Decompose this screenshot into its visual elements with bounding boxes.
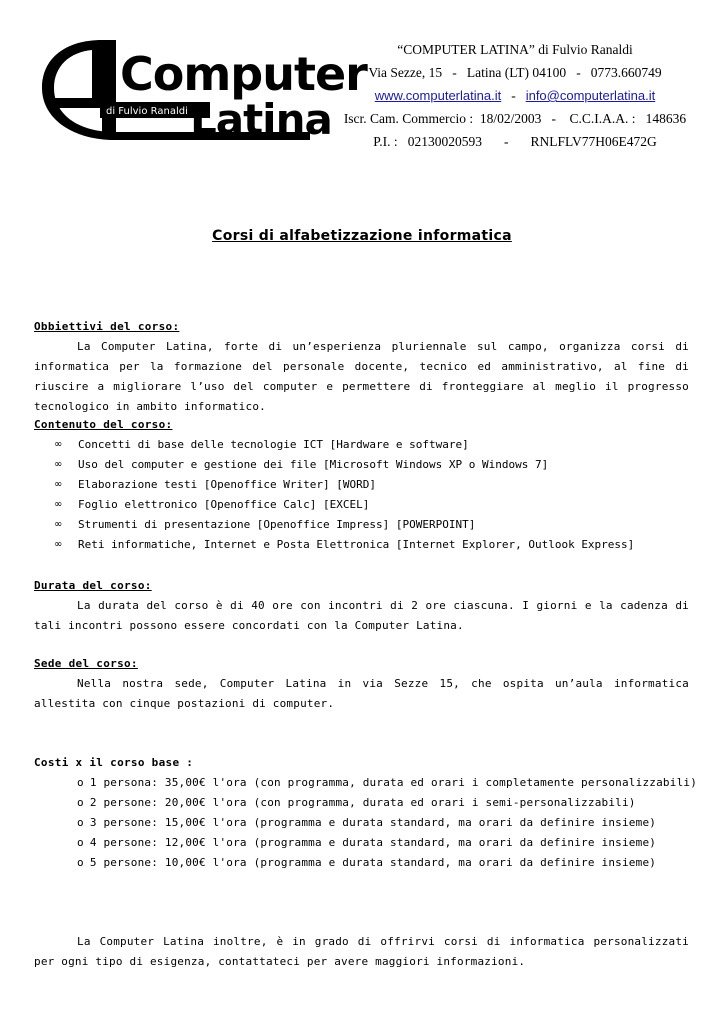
logo-line1: Computer <box>120 47 367 101</box>
page-title: Corsi di alfabetizzazione informatica <box>212 228 512 244</box>
circle-bullet-icon: o <box>77 776 84 789</box>
list-item <box>77 793 697 813</box>
infinity-bullet-icon: ∞ <box>54 499 63 510</box>
section-heading-contenuto: Contenuto del corso: <box>34 418 173 431</box>
infinity-bullet-icon: ∞ <box>54 439 63 450</box>
list-item-text: 2 persone: 20,00€ l'ora (con programma, durata ed orari i semi-personalizzabili) <box>89 796 636 809</box>
list-item-text: 3 persone: 15,00€ l'ora (programma e durata standard, ma orari da definire insieme) <box>89 816 657 829</box>
list-item <box>34 475 634 495</box>
logo-line2: Latina <box>190 95 332 144</box>
list-item <box>34 455 634 475</box>
infinity-bullet-icon: ∞ <box>54 479 63 490</box>
list-item <box>77 853 697 873</box>
piva: P.I. : 02130020593 <box>373 134 482 149</box>
contenuto-list <box>34 435 634 555</box>
list-item <box>34 495 634 515</box>
obiettivi-paragraph: La Computer Latina, forte di un’esperienza pluriennale sul campo, organizza corsi di informatica per la formazione del personale docente, tecnico ed amministrativo, al fine di riuscire a migliorare l’uso del computer e permettere di fronteggiare al meglio il progresso tecnologico in ambito informatico. <box>34 340 689 413</box>
list-item-text: Uso del computer e gestione dei file [Microsoft Windows XP o Windows 7] <box>78 458 549 471</box>
section-heading-sede: Sede del corso: <box>34 657 138 670</box>
durata-paragraph: La durata del corso è di 40 ore con incontri di 2 ore ciascuna. I giorni e la cadenza di tali incontri possono essere concordati con la Computer Latina. <box>34 599 689 632</box>
infinity-bullet-icon: ∞ <box>54 519 63 530</box>
company-info <box>335 38 695 153</box>
company-name: “COMPUTER LATINA” di Fulvio Ranaldi <box>397 42 633 57</box>
closing-paragraph: La Computer Latina inoltre, è in grado di offrirvi corsi di informatica personalizzati per ogni tipo di esigenza, contattateci per avere maggiori informazioni. <box>34 935 689 968</box>
circle-bullet-icon: o <box>77 836 84 849</box>
sede-paragraph: Nella nostra sede, Computer Latina in via Sezze 15, che ospita un’aula informatica allestita con cinque postazioni di computer. <box>34 677 689 710</box>
company-tax <box>335 130 695 153</box>
costi-list <box>77 773 697 873</box>
company-contacts <box>335 84 695 107</box>
circle-bullet-icon: o <box>77 856 84 869</box>
list-item-text: Reti informatiche, Internet e Posta Elettronica [Internet Explorer, Outlook Express] <box>78 538 635 551</box>
company-address: Via Sezze, 15 - Latina (LT) 04100 - 0773.660749 <box>368 65 662 80</box>
section-heading-costi: Costi x il corso base : <box>34 756 194 769</box>
list-item-text: 5 persone: 10,00€ l'ora (programma e durata standard, ma orari da definire insieme) <box>89 856 657 869</box>
infinity-bullet-icon: ∞ <box>54 539 63 550</box>
section-heading-durata: Durata del corso: <box>34 579 152 592</box>
logo-subtitle: di Fulvio Ranaldi <box>106 106 188 117</box>
separator: - <box>511 88 516 103</box>
separator: - <box>504 134 509 149</box>
list-item <box>34 515 634 535</box>
list-item-text: Strumenti di presentazione [Openoffice Impress] [POWERPOINT] <box>78 518 476 531</box>
list-item <box>34 435 634 455</box>
list-item-text: Elaborazione testi [Openoffice Writer] [WORD] <box>78 478 377 491</box>
list-item <box>77 773 697 793</box>
circle-bullet-icon: o <box>77 796 84 809</box>
list-item-text: Concetti di base delle tecnologie ICT [Hardware e software] <box>78 438 469 451</box>
list-item-text: 1 persona: 35,00€ l'ora (con programma, durata ed orari i completamente personalizzabili) <box>89 776 698 789</box>
company-registry: Iscr. Cam. Commercio : 18/02/2003 - C.C.I.A.A. : 148636 <box>343 111 687 126</box>
computer-latina-logo <box>40 32 367 144</box>
circle-bullet-icon: o <box>77 816 84 829</box>
list-item <box>77 813 697 833</box>
list-item <box>77 833 697 853</box>
email-link[interactable]: info@computerlatina.it <box>525 88 656 103</box>
list-item-text: 4 persone: 12,00€ l'ora (programma e durata standard, ma orari da definire insieme) <box>89 836 657 849</box>
list-item <box>34 535 634 555</box>
fiscal-code: RNLFLV77H06E472G <box>530 134 657 149</box>
website-link[interactable]: www.computerlatina.it <box>374 88 502 103</box>
section-heading-obiettivi: Obbiettivi del corso: <box>34 320 180 333</box>
infinity-bullet-icon: ∞ <box>54 459 63 470</box>
list-item-text: Foglio elettronico [Openoffice Calc] [EXCEL] <box>78 498 370 511</box>
